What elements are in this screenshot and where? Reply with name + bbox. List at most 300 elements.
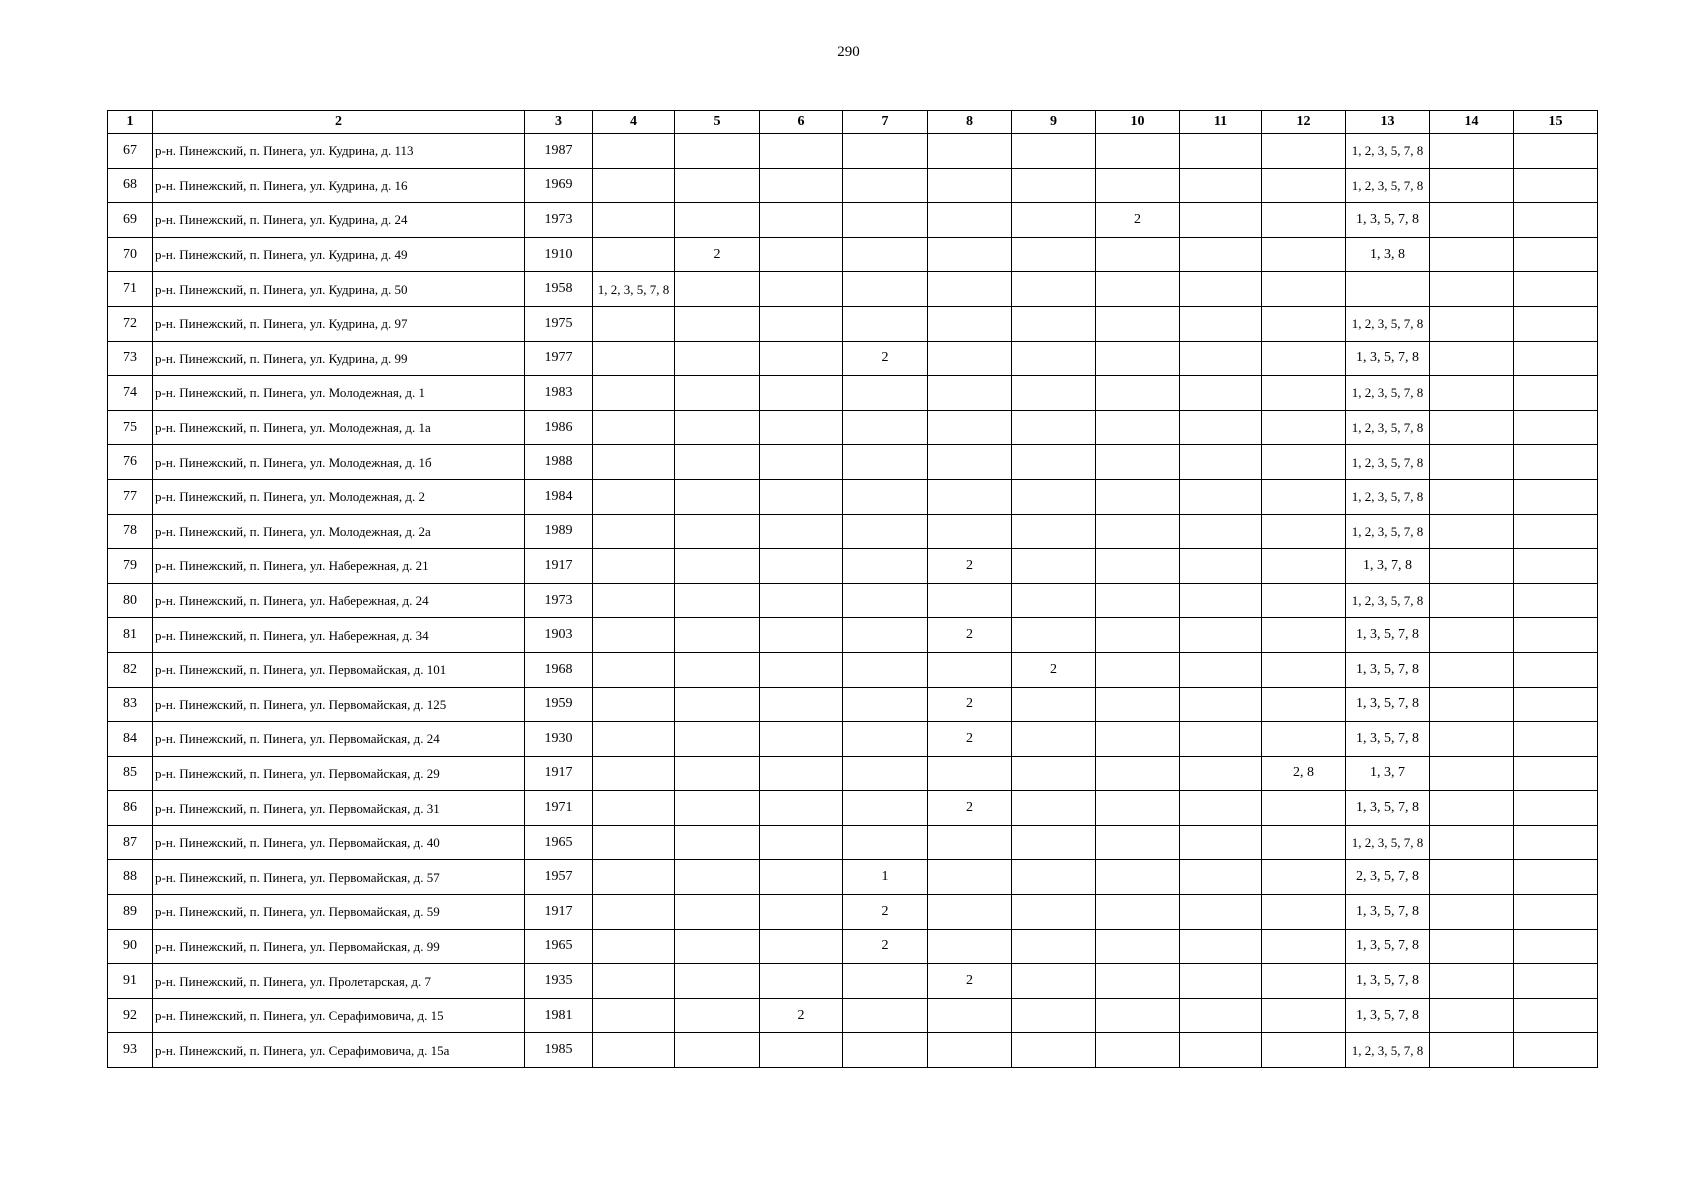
table-cell bbox=[1180, 618, 1262, 653]
table-cell: 89 bbox=[108, 895, 153, 930]
table-cell: 1983 bbox=[525, 376, 593, 411]
table-cell bbox=[1262, 549, 1346, 584]
table-cell bbox=[760, 825, 843, 860]
table-row bbox=[108, 964, 1598, 999]
table-cell: 1, 3, 5, 7, 8 bbox=[1346, 998, 1430, 1033]
table-cell bbox=[675, 410, 760, 445]
table-cell bbox=[760, 168, 843, 203]
table-cell bbox=[1180, 687, 1262, 722]
column-header-6: 6 bbox=[760, 111, 843, 134]
table-cell bbox=[1430, 514, 1514, 549]
table-cell bbox=[843, 998, 928, 1033]
address-cell: р-н. Пинежский, п. Пинега, ул. Кудрина, д. 24 bbox=[153, 203, 525, 238]
table-cell bbox=[1180, 964, 1262, 999]
table-cell bbox=[1262, 272, 1346, 307]
table-cell bbox=[675, 203, 760, 238]
table-cell bbox=[1096, 998, 1180, 1033]
table-cell bbox=[928, 929, 1012, 964]
table-cell: 75 bbox=[108, 410, 153, 445]
table-cell: 1 bbox=[843, 860, 928, 895]
table-cell bbox=[1430, 998, 1514, 1033]
table-cell bbox=[675, 479, 760, 514]
table-cell bbox=[1514, 929, 1598, 964]
table-cell: 80 bbox=[108, 583, 153, 618]
table-cell bbox=[760, 514, 843, 549]
table-cell bbox=[593, 479, 675, 514]
address-cell: р-н. Пинежский, п. Пинега, ул. Первомайская, д. 24 bbox=[153, 722, 525, 757]
header-row bbox=[108, 111, 1598, 134]
table-cell bbox=[928, 998, 1012, 1033]
table-cell: 1935 bbox=[525, 964, 593, 999]
table-cell: 2 bbox=[928, 722, 1012, 757]
table-cell bbox=[843, 203, 928, 238]
table-cell: 1987 bbox=[525, 134, 593, 169]
table-cell bbox=[1012, 410, 1096, 445]
table-cell bbox=[1262, 652, 1346, 687]
address-cell: р-н. Пинежский, п. Пинега, ул. Молодежная, д. 1б bbox=[153, 445, 525, 480]
table-cell bbox=[843, 134, 928, 169]
table-cell bbox=[593, 376, 675, 411]
table-cell bbox=[1180, 895, 1262, 930]
table-cell bbox=[760, 445, 843, 480]
table-cell: 1971 bbox=[525, 791, 593, 826]
table-cell bbox=[760, 272, 843, 307]
table-cell bbox=[760, 237, 843, 272]
table-cell bbox=[1180, 1033, 1262, 1068]
table-cell bbox=[1180, 341, 1262, 376]
table-cell bbox=[675, 514, 760, 549]
table-cell bbox=[1096, 1033, 1180, 1068]
table-cell bbox=[593, 791, 675, 826]
table-cell: 1968 bbox=[525, 652, 593, 687]
table-cell: 1, 3, 5, 7, 8 bbox=[1346, 791, 1430, 826]
table-cell bbox=[1012, 514, 1096, 549]
table-cell bbox=[1262, 791, 1346, 826]
table-cell bbox=[1012, 376, 1096, 411]
table-cell bbox=[843, 410, 928, 445]
table-cell bbox=[1430, 203, 1514, 238]
table-cell: 1973 bbox=[525, 203, 593, 238]
table-row bbox=[108, 825, 1598, 860]
table-cell bbox=[1430, 134, 1514, 169]
table-cell bbox=[1430, 237, 1514, 272]
table-cell bbox=[675, 722, 760, 757]
table-cell bbox=[1262, 410, 1346, 445]
table-cell bbox=[1514, 237, 1598, 272]
table-cell bbox=[1514, 825, 1598, 860]
table-cell: 1981 bbox=[525, 998, 593, 1033]
table-cell bbox=[1012, 237, 1096, 272]
address-cell: р-н. Пинежский, п. Пинега, ул. Кудрина, д. 49 bbox=[153, 237, 525, 272]
table-cell bbox=[1514, 376, 1598, 411]
address-cell: р-н. Пинежский, п. Пинега, ул. Кудрина, д. 50 bbox=[153, 272, 525, 307]
table-cell: 71 bbox=[108, 272, 153, 307]
table-cell: 1917 bbox=[525, 756, 593, 791]
table-cell bbox=[1096, 134, 1180, 169]
table-cell: 70 bbox=[108, 237, 153, 272]
table-cell bbox=[760, 791, 843, 826]
table-cell bbox=[1262, 618, 1346, 653]
table-cell bbox=[1262, 306, 1346, 341]
address-cell: р-н. Пинежский, п. Пинега, ул. Набережная, д. 24 bbox=[153, 583, 525, 618]
table-cell bbox=[593, 1033, 675, 1068]
table-cell bbox=[1096, 479, 1180, 514]
table-row bbox=[108, 583, 1598, 618]
page-number: 290 bbox=[837, 44, 860, 60]
table-row bbox=[108, 514, 1598, 549]
table-cell: 1965 bbox=[525, 825, 593, 860]
table-cell: 91 bbox=[108, 964, 153, 999]
table-cell bbox=[1430, 376, 1514, 411]
table-cell bbox=[843, 237, 928, 272]
table-cell bbox=[843, 687, 928, 722]
table-cell: 1910 bbox=[525, 237, 593, 272]
table-cell bbox=[593, 203, 675, 238]
table-cell: 69 bbox=[108, 203, 153, 238]
table-cell bbox=[928, 272, 1012, 307]
table-cell bbox=[760, 376, 843, 411]
table-cell bbox=[593, 549, 675, 584]
table-cell bbox=[1096, 306, 1180, 341]
table-cell bbox=[1514, 514, 1598, 549]
table-cell bbox=[928, 306, 1012, 341]
table-cell bbox=[928, 583, 1012, 618]
table-cell bbox=[843, 168, 928, 203]
address-cell: р-н. Пинежский, п. Пинега, ул. Набережная, д. 34 bbox=[153, 618, 525, 653]
table-cell bbox=[593, 929, 675, 964]
table-cell: 79 bbox=[108, 549, 153, 584]
table-cell bbox=[1514, 410, 1598, 445]
table-cell bbox=[675, 652, 760, 687]
table-cell bbox=[1262, 341, 1346, 376]
table-row bbox=[108, 445, 1598, 480]
column-header-3: 3 bbox=[525, 111, 593, 134]
table-cell bbox=[1514, 722, 1598, 757]
table-cell bbox=[675, 687, 760, 722]
table-cell bbox=[928, 341, 1012, 376]
table-cell bbox=[760, 652, 843, 687]
address-cell: р-н. Пинежский, п. Пинега, ул. Серафимовича, д. 15 bbox=[153, 998, 525, 1033]
table-cell: 2 bbox=[928, 549, 1012, 584]
table-cell: 1965 bbox=[525, 929, 593, 964]
table-cell: 1969 bbox=[525, 168, 593, 203]
table-cell bbox=[1430, 860, 1514, 895]
table-cell: 1, 2, 3, 5, 7, 8 bbox=[1346, 825, 1430, 860]
table-row bbox=[108, 652, 1598, 687]
table-cell: 2 bbox=[843, 929, 928, 964]
table-cell bbox=[928, 514, 1012, 549]
table-cell bbox=[1096, 410, 1180, 445]
table-cell bbox=[1262, 825, 1346, 860]
table-cell bbox=[675, 306, 760, 341]
column-header-4: 4 bbox=[593, 111, 675, 134]
table-cell: 1958 bbox=[525, 272, 593, 307]
table-cell: 86 bbox=[108, 791, 153, 826]
table-cell bbox=[593, 306, 675, 341]
table-cell: 1, 3, 7, 8 bbox=[1346, 549, 1430, 584]
table-cell bbox=[1430, 410, 1514, 445]
table-cell: 1975 bbox=[525, 306, 593, 341]
table-cell bbox=[1430, 791, 1514, 826]
table-cell bbox=[1514, 168, 1598, 203]
registry-table bbox=[107, 110, 1598, 1068]
table-cell bbox=[1096, 583, 1180, 618]
table-cell bbox=[928, 479, 1012, 514]
table-cell: 1, 3, 7 bbox=[1346, 756, 1430, 791]
table-cell: 1988 bbox=[525, 445, 593, 480]
table-cell: 88 bbox=[108, 860, 153, 895]
table-cell bbox=[1012, 1033, 1096, 1068]
address-cell: р-н. Пинежский, п. Пинега, ул. Молодежная, д. 2 bbox=[153, 479, 525, 514]
table-cell: 1, 2, 3, 5, 7, 8 bbox=[1346, 306, 1430, 341]
address-cell: р-н. Пинежский, п. Пинега, ул. Молодежная, д. 2а bbox=[153, 514, 525, 549]
table-cell: 1, 2, 3, 5, 7, 8 bbox=[1346, 514, 1430, 549]
table-cell bbox=[593, 895, 675, 930]
table-cell: 84 bbox=[108, 722, 153, 757]
table-cell bbox=[1012, 134, 1096, 169]
table-cell bbox=[760, 895, 843, 930]
table-cell bbox=[593, 860, 675, 895]
table-cell bbox=[1096, 929, 1180, 964]
table-cell bbox=[1430, 825, 1514, 860]
address-cell: р-н. Пинежский, п. Пинега, ул. Первомайская, д. 57 bbox=[153, 860, 525, 895]
table-cell bbox=[1012, 756, 1096, 791]
table-cell: 1, 3, 5, 7, 8 bbox=[1346, 203, 1430, 238]
table-row bbox=[108, 549, 1598, 584]
table-cell bbox=[1180, 756, 1262, 791]
table-cell bbox=[1012, 687, 1096, 722]
table-cell bbox=[593, 825, 675, 860]
table-cell bbox=[1096, 825, 1180, 860]
table-cell bbox=[593, 722, 675, 757]
table-row bbox=[108, 410, 1598, 445]
table-cell bbox=[593, 687, 675, 722]
table-cell bbox=[1180, 860, 1262, 895]
table-cell bbox=[1012, 272, 1096, 307]
address-cell: р-н. Пинежский, п. Пинега, ул. Набережная, д. 21 bbox=[153, 549, 525, 584]
table-cell: 1984 bbox=[525, 479, 593, 514]
column-header-5: 5 bbox=[675, 111, 760, 134]
column-header-11: 11 bbox=[1180, 111, 1262, 134]
table-cell bbox=[1430, 895, 1514, 930]
table-cell bbox=[1012, 479, 1096, 514]
table-cell: 1, 2, 3, 5, 7, 8 bbox=[1346, 583, 1430, 618]
table-cell bbox=[1430, 964, 1514, 999]
table-cell bbox=[1430, 756, 1514, 791]
table-cell bbox=[1180, 549, 1262, 584]
table-cell bbox=[1430, 445, 1514, 480]
table-cell bbox=[843, 1033, 928, 1068]
table-cell bbox=[1012, 998, 1096, 1033]
table-cell: 1903 bbox=[525, 618, 593, 653]
table-row bbox=[108, 134, 1598, 169]
table-cell: 73 bbox=[108, 341, 153, 376]
table-cell bbox=[843, 618, 928, 653]
table-cell: 93 bbox=[108, 1033, 153, 1068]
table-cell bbox=[843, 583, 928, 618]
table-cell bbox=[1180, 410, 1262, 445]
table-cell: 77 bbox=[108, 479, 153, 514]
table-cell: 1957 bbox=[525, 860, 593, 895]
table-cell bbox=[1262, 237, 1346, 272]
table-cell bbox=[1346, 272, 1430, 307]
table-cell: 2, 3, 5, 7, 8 bbox=[1346, 860, 1430, 895]
table-cell bbox=[928, 445, 1012, 480]
column-header-1: 1 bbox=[108, 111, 153, 134]
table-cell bbox=[1430, 306, 1514, 341]
table-cell: 1986 bbox=[525, 410, 593, 445]
table-cell bbox=[1096, 756, 1180, 791]
table-cell bbox=[1012, 549, 1096, 584]
table-cell bbox=[675, 825, 760, 860]
table-cell: 1, 2, 3, 5, 7, 8 bbox=[1346, 445, 1430, 480]
table-cell bbox=[675, 272, 760, 307]
table-cell bbox=[1096, 791, 1180, 826]
table-cell bbox=[1012, 929, 1096, 964]
table-cell bbox=[1262, 376, 1346, 411]
table-cell bbox=[675, 445, 760, 480]
address-cell: р-н. Пинежский, п. Пинега, ул. Первомайская, д. 125 bbox=[153, 687, 525, 722]
table-cell: 1930 bbox=[525, 722, 593, 757]
table-cell bbox=[1096, 722, 1180, 757]
table-cell bbox=[675, 134, 760, 169]
table-cell: 2 bbox=[843, 895, 928, 930]
table-cell: 1, 3, 5, 7, 8 bbox=[1346, 929, 1430, 964]
address-cell: р-н. Пинежский, п. Пинега, ул. Кудрина, д. 97 bbox=[153, 306, 525, 341]
table-cell bbox=[675, 998, 760, 1033]
table-cell bbox=[760, 1033, 843, 1068]
table-cell bbox=[1514, 998, 1598, 1033]
table-cell bbox=[1262, 929, 1346, 964]
table-cell bbox=[760, 687, 843, 722]
table-cell: 2 bbox=[675, 237, 760, 272]
table-cell bbox=[675, 549, 760, 584]
table-cell bbox=[928, 756, 1012, 791]
table-cell bbox=[1096, 514, 1180, 549]
table-row bbox=[108, 1033, 1598, 1068]
table-row bbox=[108, 618, 1598, 653]
table-cell: 2 bbox=[760, 998, 843, 1033]
table-cell bbox=[1012, 895, 1096, 930]
table-row bbox=[108, 687, 1598, 722]
table-cell: 67 bbox=[108, 134, 153, 169]
table-cell bbox=[760, 756, 843, 791]
table-cell bbox=[675, 618, 760, 653]
table-cell: 82 bbox=[108, 652, 153, 687]
table-cell bbox=[1096, 687, 1180, 722]
table-row bbox=[108, 272, 1598, 307]
table-row bbox=[108, 722, 1598, 757]
table-cell bbox=[1430, 722, 1514, 757]
table-cell bbox=[1180, 583, 1262, 618]
table-cell bbox=[1514, 134, 1598, 169]
table-cell: 85 bbox=[108, 756, 153, 791]
table-cell bbox=[1430, 929, 1514, 964]
table-cell bbox=[1430, 1033, 1514, 1068]
table-cell bbox=[1096, 618, 1180, 653]
table-cell bbox=[593, 134, 675, 169]
table-cell bbox=[843, 306, 928, 341]
column-header-13: 13 bbox=[1346, 111, 1430, 134]
table-cell: 78 bbox=[108, 514, 153, 549]
table-cell bbox=[843, 964, 928, 999]
table-cell bbox=[843, 272, 928, 307]
table-cell bbox=[1096, 549, 1180, 584]
address-cell: р-н. Пинежский, п. Пинега, ул. Кудрина, д. 16 bbox=[153, 168, 525, 203]
table-header bbox=[108, 111, 1598, 134]
table-cell bbox=[1514, 687, 1598, 722]
table-cell: 90 bbox=[108, 929, 153, 964]
table-cell bbox=[1514, 306, 1598, 341]
table-cell bbox=[1096, 652, 1180, 687]
table-cell: 1959 bbox=[525, 687, 593, 722]
table-cell bbox=[675, 341, 760, 376]
column-header-14: 14 bbox=[1430, 111, 1514, 134]
table-row bbox=[108, 895, 1598, 930]
table-cell bbox=[760, 203, 843, 238]
table-cell: 1, 2, 3, 5, 7, 8 bbox=[1346, 479, 1430, 514]
column-header-7: 7 bbox=[843, 111, 928, 134]
table-cell bbox=[760, 583, 843, 618]
table-cell: 92 bbox=[108, 998, 153, 1033]
table-row bbox=[108, 756, 1598, 791]
address-cell: р-н. Пинежский, п. Пинега, ул. Первомайская, д. 31 bbox=[153, 791, 525, 826]
column-header-12: 12 bbox=[1262, 111, 1346, 134]
table-cell bbox=[675, 756, 760, 791]
table-cell: 1, 3, 5, 7, 8 bbox=[1346, 895, 1430, 930]
table-cell: 2 bbox=[928, 687, 1012, 722]
table-cell bbox=[593, 964, 675, 999]
table-cell bbox=[760, 134, 843, 169]
table-cell bbox=[1262, 203, 1346, 238]
table-cell bbox=[1180, 168, 1262, 203]
table-cell bbox=[1180, 272, 1262, 307]
table-cell bbox=[1262, 583, 1346, 618]
table-cell bbox=[928, 134, 1012, 169]
table-cell bbox=[1262, 479, 1346, 514]
table-cell bbox=[1430, 583, 1514, 618]
table-cell: 1985 bbox=[525, 1033, 593, 1068]
table-cell: 1, 3, 5, 7, 8 bbox=[1346, 722, 1430, 757]
table-cell bbox=[675, 1033, 760, 1068]
table-cell bbox=[1262, 168, 1346, 203]
table-cell bbox=[1012, 341, 1096, 376]
table-cell bbox=[760, 341, 843, 376]
table-cell: 1, 2, 3, 5, 7, 8 bbox=[1346, 1033, 1430, 1068]
table-cell bbox=[1180, 929, 1262, 964]
table-cell bbox=[1096, 860, 1180, 895]
table-cell bbox=[1430, 687, 1514, 722]
table-cell bbox=[1514, 445, 1598, 480]
table-cell: 1917 bbox=[525, 549, 593, 584]
table-cell bbox=[1262, 445, 1346, 480]
table-cell bbox=[593, 514, 675, 549]
table-cell bbox=[1012, 860, 1096, 895]
table-cell bbox=[928, 652, 1012, 687]
table-cell bbox=[760, 549, 843, 584]
table-cell bbox=[928, 825, 1012, 860]
table-row bbox=[108, 306, 1598, 341]
table-cell bbox=[1180, 134, 1262, 169]
table-cell bbox=[1096, 168, 1180, 203]
table-row bbox=[108, 479, 1598, 514]
table-cell bbox=[1180, 791, 1262, 826]
address-cell: р-н. Пинежский, п. Пинега, ул. Кудрина, д. 99 bbox=[153, 341, 525, 376]
table-cell bbox=[928, 203, 1012, 238]
table-cell: 1, 2, 3, 5, 7, 8 bbox=[593, 272, 675, 307]
table-cell bbox=[1096, 895, 1180, 930]
table-cell bbox=[1012, 964, 1096, 999]
